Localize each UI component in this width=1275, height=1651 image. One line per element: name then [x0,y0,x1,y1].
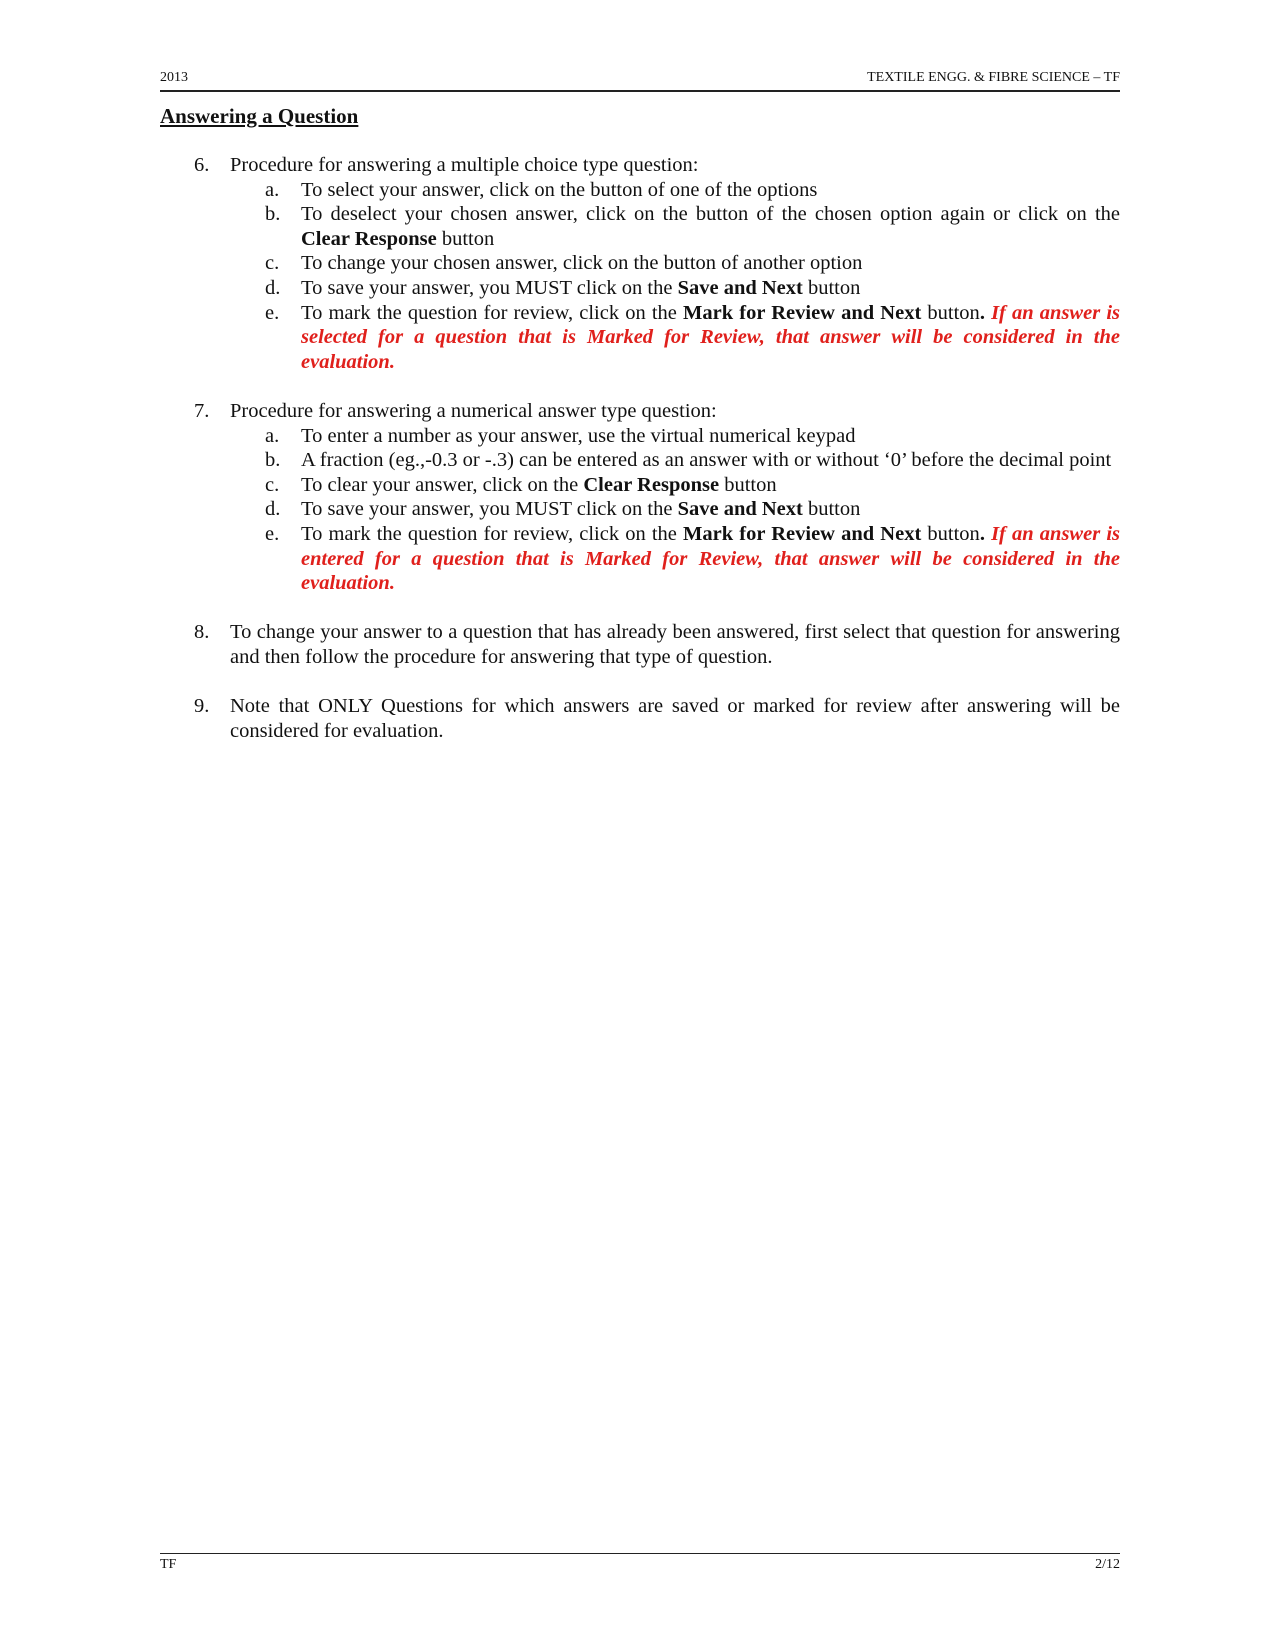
sentence-dot: . [979,301,985,324]
sub-item-text-end: button [719,473,777,496]
sub-item-letter: a. [265,424,280,447]
sub-item-text: To deselect your chosen answer, click on the button of the chosen option again or click on the [301,203,1120,226]
sub-item-6b [230,202,1120,251]
section-title: Answering a Question [160,104,359,128]
sub-item-text: To enter a number as your answer, use the virtual numerical keypad [301,424,856,447]
instruction-item-8 [160,620,1120,669]
sub-item-7e [230,522,1120,596]
sub-item-letter: b. [265,449,281,472]
instruction-item-9 [160,694,1120,743]
mark-for-review-label: Mark for Review and Next [683,301,922,324]
item-text: To change your answer to a question that has already been answered, first select that question for answering and then follow the procedure for answering that type of question. [230,621,1120,668]
sub-item-text: A fraction (eg.,-0.3 or -.3) can be entered as an answer with or without ‘0’ before the decimal point [301,449,1112,472]
sub-item-text-end: button [436,227,495,250]
sub-item-text-end: button [921,301,980,324]
footer-code: TF [160,1557,177,1572]
sub-item-6c [230,251,1120,276]
sub-item-letter: d. [265,276,281,299]
save-and-next-label: Save and Next [677,276,803,299]
sub-item-text-end: button [802,276,861,299]
sub-item-text-end: button [921,522,980,545]
sub-item-text: To save your answer, you MUST click on the [301,276,678,299]
mark-for-review-label: Mark for Review and Next [683,522,922,545]
sub-item-letter: e. [265,301,280,324]
sub-item-text-end: button [802,498,861,521]
page-number: 2/12 [1095,1557,1120,1572]
clear-response-label: Clear Response [301,227,437,250]
instruction-item-6 [160,153,1120,374]
sub-item-text: To change your chosen answer, click on the button of another option [301,252,863,275]
instructions-list [160,153,1120,743]
review-warning-note: If an answer is entered for a question that is Marked for Review, that answer will be considered in the evaluation. [301,522,1120,595]
sub-item-7b [230,448,1120,473]
sub-item-7d [230,497,1120,522]
clear-response-label: Clear Response [583,473,720,496]
sub-item-6d [230,276,1120,301]
page-footer [160,1553,1120,1576]
save-and-next-label: Save and Next [677,498,803,521]
sub-item-letter: d. [265,498,281,521]
item-number: 7. [194,399,210,422]
sub-item-text: To mark the question for review, click on the [301,301,684,324]
item-number: 9. [194,695,210,718]
sub-item-text: To clear your answer, click on the [301,473,584,496]
sub-item-letter: b. [265,203,281,226]
sub-item-text: To select your answer, click on the button of one of the options [301,178,818,201]
sub-item-letter: e. [265,522,280,545]
sentence-dot: . [979,522,985,545]
header-subject: TEXTILE ENGG. & FIBRE SCIENCE – TF [867,70,1120,85]
sub-item-6e [230,301,1120,375]
item-text: Procedure for answering a numerical answer type question: [230,399,717,422]
sub-item-letter: c. [265,252,280,275]
header-year: 2013 [160,70,188,85]
sub-item-7a [230,424,1120,449]
sub-item-text: To save your answer, you MUST click on the [301,498,678,521]
item-number: 6. [194,154,210,176]
item-text: Note that ONLY Questions for which answers are saved or marked for review after answering will be considered for evaluation. [230,695,1120,742]
instruction-item-7 [160,399,1120,596]
sub-item-7c [230,473,1120,498]
item-text: Procedure for answering a multiple choice type question: [230,154,699,176]
review-warning-note: If an answer is selected for a question that is Marked for Review, that answer will be considered in the evaluation. [301,301,1120,373]
item-number: 8. [194,621,210,644]
sub-item-letter: c. [265,473,280,496]
sub-item-letter: a. [265,178,280,201]
sub-item-6a [230,178,1120,203]
page-header [160,68,1120,92]
sub-item-text: To mark the question for review, click on the [301,522,684,545]
